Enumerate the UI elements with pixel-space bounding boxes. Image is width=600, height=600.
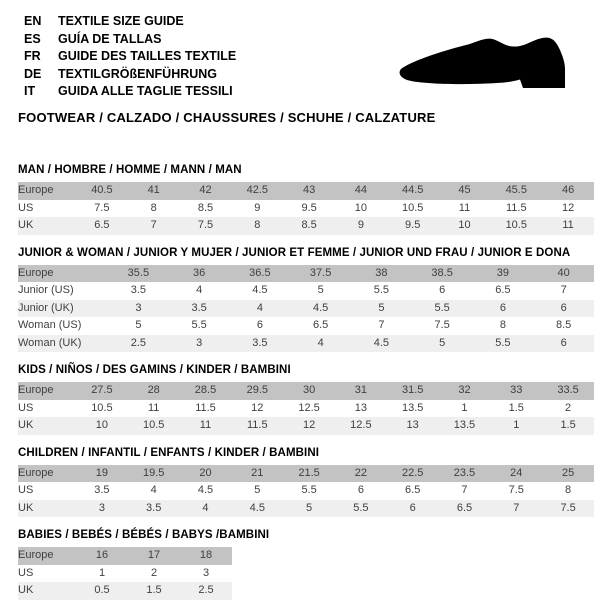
size-value: 37.5 — [309, 266, 332, 279]
size-value: 3 — [202, 566, 210, 579]
language-row — [24, 83, 236, 101]
size-row — [18, 500, 594, 518]
size-value: 4.5 — [312, 301, 329, 314]
guide-title: GUÍA DE TALLAS — [58, 31, 162, 46]
section-title: BABIES / BEBÉS / BÉBÉS / BABYS /BAMBINI — [18, 529, 270, 541]
row-label: Europe — [18, 384, 54, 396]
size-value: 4.5 — [197, 484, 214, 496]
size-value: 5 — [317, 284, 324, 296]
size-value: 33.5 — [557, 384, 579, 396]
language-row — [24, 13, 236, 31]
size-value: 3.5 — [252, 336, 268, 349]
size-row — [18, 217, 594, 235]
size-value: 10.5 — [401, 201, 424, 214]
size-value: 10 — [458, 219, 471, 231]
size-row — [18, 400, 594, 418]
size-value: 10 — [95, 419, 109, 431]
size-value: 23.5 — [453, 466, 476, 479]
size-value: 20 — [199, 466, 212, 479]
row-label: US — [18, 401, 34, 414]
size-value: 13.5 — [401, 401, 424, 414]
size-value: 1 — [98, 566, 106, 579]
size-value: 46 — [561, 184, 575, 196]
size-value: 3.5 — [130, 284, 147, 296]
size-row — [18, 482, 594, 500]
size-value: 10.5 — [91, 401, 113, 414]
size-value: 16 — [95, 549, 109, 561]
size-value: 2 — [565, 401, 572, 414]
size-value: 5.5 — [191, 319, 207, 331]
size-value: 8 — [254, 219, 261, 231]
size-value: 10 — [354, 201, 367, 214]
size-value: 6 — [357, 484, 364, 496]
size-value: 45 — [458, 184, 471, 196]
row-label: Europe — [18, 266, 54, 279]
size-value: 29.5 — [246, 384, 268, 396]
size-value: 5 — [378, 301, 385, 314]
section-title: KIDS / NIÑOS / DES GAMINS / KINDER / BAMBINI — [18, 364, 291, 376]
size-value: 6.5 — [405, 484, 421, 496]
language-row — [24, 48, 236, 66]
size-value: 11 — [562, 219, 574, 231]
size-value: 7.5 — [434, 319, 450, 331]
language-code: IT — [24, 84, 36, 99]
size-value: 28.5 — [194, 384, 217, 396]
row-label: US — [18, 484, 34, 496]
size-value: 6.5 — [495, 284, 511, 296]
size-value: 6 — [256, 319, 263, 331]
size-value: 42.5 — [246, 184, 268, 196]
size-row — [18, 417, 594, 435]
size-value: 11.5 — [195, 401, 216, 414]
language-row — [24, 31, 236, 49]
size-value: 9 — [357, 219, 364, 231]
size-value: 6 — [439, 284, 446, 296]
shoe-silhouette-path — [400, 38, 565, 88]
size-section — [18, 247, 594, 353]
size-value: 6.5 — [312, 319, 329, 331]
size-value: 11 — [458, 201, 471, 214]
size-table — [18, 265, 594, 353]
size-row — [18, 317, 594, 335]
size-row — [18, 582, 232, 600]
size-value: 40 — [557, 266, 570, 279]
size-value: 2.5 — [130, 336, 147, 349]
size-row — [18, 335, 594, 353]
size-value: 35.5 — [127, 266, 150, 279]
section-title: JUNIOR & WOMAN / JUNIOR Y MUJER / JUNIOR ET FEMME / JUNIOR UND FRAU / JUNIOR E DONA — [18, 246, 571, 259]
size-value: 5.5 — [495, 336, 511, 349]
size-value: 7 — [513, 501, 520, 514]
size-value: 7.5 — [94, 201, 110, 214]
size-value: 5.5 — [301, 484, 317, 496]
guide-title: GUIDA ALLE TAGLIE TESSILI — [58, 84, 233, 99]
guide-title: GUIDE DES TAILLES TEXTILE — [58, 49, 237, 64]
size-value: 11 — [147, 401, 160, 414]
size-value: 21.5 — [298, 466, 320, 479]
size-value: 4 — [150, 484, 157, 496]
size-value: 7 — [461, 484, 468, 496]
row-label: UK — [18, 501, 34, 514]
size-value: 13 — [354, 401, 367, 414]
size-table — [18, 182, 594, 235]
size-value: 9.5 — [301, 201, 317, 214]
size-value: 6 — [560, 336, 567, 349]
size-value: 38.5 — [431, 266, 453, 279]
size-value: 31.5 — [401, 384, 424, 396]
size-value: 17 — [147, 549, 161, 561]
guide-title: TEXTILE SIZE GUIDE — [58, 14, 184, 28]
size-value: 1.5 — [560, 419, 576, 431]
size-value: 2.5 — [198, 584, 214, 596]
size-value: 8 — [150, 201, 157, 214]
size-value: 5 — [439, 336, 446, 349]
size-value: 6.5 — [94, 219, 110, 231]
size-value: 1 — [513, 419, 520, 431]
size-value: 13 — [406, 419, 419, 431]
size-value: 3 — [98, 501, 105, 514]
size-value: 4.5 — [252, 284, 268, 296]
size-value: 9 — [254, 201, 261, 214]
size-value: 45.5 — [505, 184, 527, 196]
size-value: 42 — [199, 184, 212, 196]
size-value: 25 — [561, 466, 575, 479]
row-label: US — [18, 566, 34, 579]
size-value: 11.5 — [246, 419, 268, 431]
europe-header-row — [18, 465, 594, 483]
size-value: 33 — [510, 384, 523, 396]
size-section — [18, 364, 594, 435]
section-title: MAN / HOMBRE / HOMME / MANN / MAN — [18, 164, 242, 176]
row-label: Woman (US) — [18, 319, 82, 331]
language-code: ES — [24, 31, 41, 46]
size-value: 5.5 — [373, 284, 390, 296]
size-value: 11.5 — [505, 201, 527, 214]
size-table — [18, 547, 232, 600]
section-title: CHILDREN / INFANTIL / ENFANTS / KINDER / BAMBINI — [18, 446, 320, 459]
size-table — [18, 465, 594, 518]
size-tables-container — [18, 164, 594, 600]
size-value: 8.5 — [301, 219, 317, 231]
language-code: FR — [24, 49, 41, 64]
language-title-list — [24, 13, 236, 101]
size-value: 18 — [199, 549, 213, 561]
size-value: 4 — [196, 284, 203, 296]
size-value: 1 — [461, 401, 468, 414]
size-value: 4 — [317, 336, 324, 349]
size-value: 0.5 — [94, 584, 110, 596]
row-label: Woman (UK) — [18, 336, 82, 349]
row-label: UK — [18, 219, 34, 231]
size-value: 41 — [147, 184, 160, 196]
size-value: 19 — [95, 466, 109, 479]
row-label: UK — [18, 584, 34, 596]
size-value: 8 — [565, 484, 572, 496]
size-value: 6 — [560, 301, 567, 314]
size-value: 27.5 — [91, 384, 113, 396]
size-value: 12 — [561, 201, 575, 214]
size-value: 1.5 — [508, 401, 524, 414]
size-value: 11 — [199, 419, 212, 431]
europe-header-row — [18, 547, 232, 565]
shoe-icon — [396, 36, 576, 91]
size-value: 4.5 — [249, 501, 265, 514]
size-value: 3.5 — [146, 501, 162, 514]
size-value: 7.5 — [197, 219, 214, 231]
size-value: 22 — [354, 466, 367, 479]
size-value: 1.5 — [146, 584, 162, 596]
size-value: 4 — [256, 301, 263, 314]
size-value: 19.5 — [142, 466, 165, 479]
size-value: 24 — [510, 466, 523, 479]
guide-title: TEXTILGRÖßENFÜHRUNG — [58, 66, 218, 81]
size-value: 6 — [409, 501, 416, 514]
size-value: 5 — [254, 484, 261, 496]
language-code: EN — [24, 14, 42, 28]
language-row — [24, 66, 236, 84]
size-value: 31 — [354, 384, 367, 396]
size-value: 12.5 — [350, 419, 372, 431]
size-value: 32 — [458, 384, 471, 396]
row-label: Junior (US) — [18, 284, 74, 296]
size-value: 7 — [560, 284, 567, 296]
category-heading: FOOTWEAR / CALZADO / CHAUSSURES / SCHUHE / CALZATURE — [18, 110, 436, 125]
size-value: 12 — [302, 419, 316, 431]
size-value: 28 — [147, 384, 160, 396]
row-label: Junior (UK) — [18, 301, 74, 314]
size-value: 22.5 — [401, 466, 424, 479]
size-value: 5 — [135, 319, 142, 331]
size-value: 8.5 — [197, 201, 214, 214]
size-section — [18, 529, 594, 600]
size-value: 4 — [202, 501, 209, 514]
row-label: Europe — [18, 466, 54, 479]
size-section — [18, 447, 594, 518]
size-value: 36 — [193, 266, 206, 279]
size-value: 7 — [150, 219, 157, 231]
size-value: 12.5 — [298, 401, 320, 414]
size-row — [18, 200, 594, 218]
size-value: 7 — [378, 319, 385, 331]
size-value: 38 — [375, 266, 388, 279]
size-section — [18, 164, 594, 235]
size-value: 7.5 — [508, 484, 524, 496]
size-row — [18, 565, 232, 583]
size-table — [18, 382, 594, 435]
row-label: Europe — [18, 184, 54, 196]
size-value: 3 — [135, 301, 142, 314]
size-value: 40.5 — [91, 184, 113, 196]
size-value: 30 — [302, 384, 316, 396]
size-row — [18, 282, 594, 300]
size-value: 44 — [354, 184, 367, 196]
europe-header-row — [18, 265, 594, 283]
size-value: 44.5 — [401, 184, 424, 196]
size-row — [18, 300, 594, 318]
size-value: 4.5 — [373, 336, 390, 349]
europe-header-row — [18, 182, 594, 200]
size-value: 7.5 — [560, 501, 576, 514]
row-label: UK — [18, 419, 34, 431]
size-value: 3 — [196, 336, 203, 349]
size-value: 12 — [251, 401, 264, 414]
size-value: 43 — [302, 184, 316, 196]
size-value: 36.5 — [249, 266, 271, 279]
size-value: 39 — [496, 266, 509, 279]
size-value: 5.5 — [434, 301, 450, 314]
size-value: 10.5 — [142, 419, 165, 431]
size-value: 3.5 — [191, 301, 207, 314]
europe-header-row — [18, 382, 594, 400]
size-value: 10.5 — [505, 219, 527, 231]
size-value: 9.5 — [405, 219, 421, 231]
size-value: 13.5 — [453, 419, 476, 431]
row-label: Europe — [18, 549, 54, 561]
size-value: 5 — [306, 501, 313, 514]
size-value: 6 — [499, 301, 506, 314]
size-value: 5.5 — [353, 501, 369, 514]
language-code: DE — [24, 66, 42, 81]
size-value: 21 — [251, 466, 264, 479]
size-value: 8.5 — [555, 319, 572, 331]
size-value: 2 — [150, 566, 158, 579]
size-value: 8 — [499, 319, 506, 331]
row-label: US — [18, 201, 34, 214]
size-value: 3.5 — [94, 484, 110, 496]
size-value: 6.5 — [456, 501, 473, 514]
